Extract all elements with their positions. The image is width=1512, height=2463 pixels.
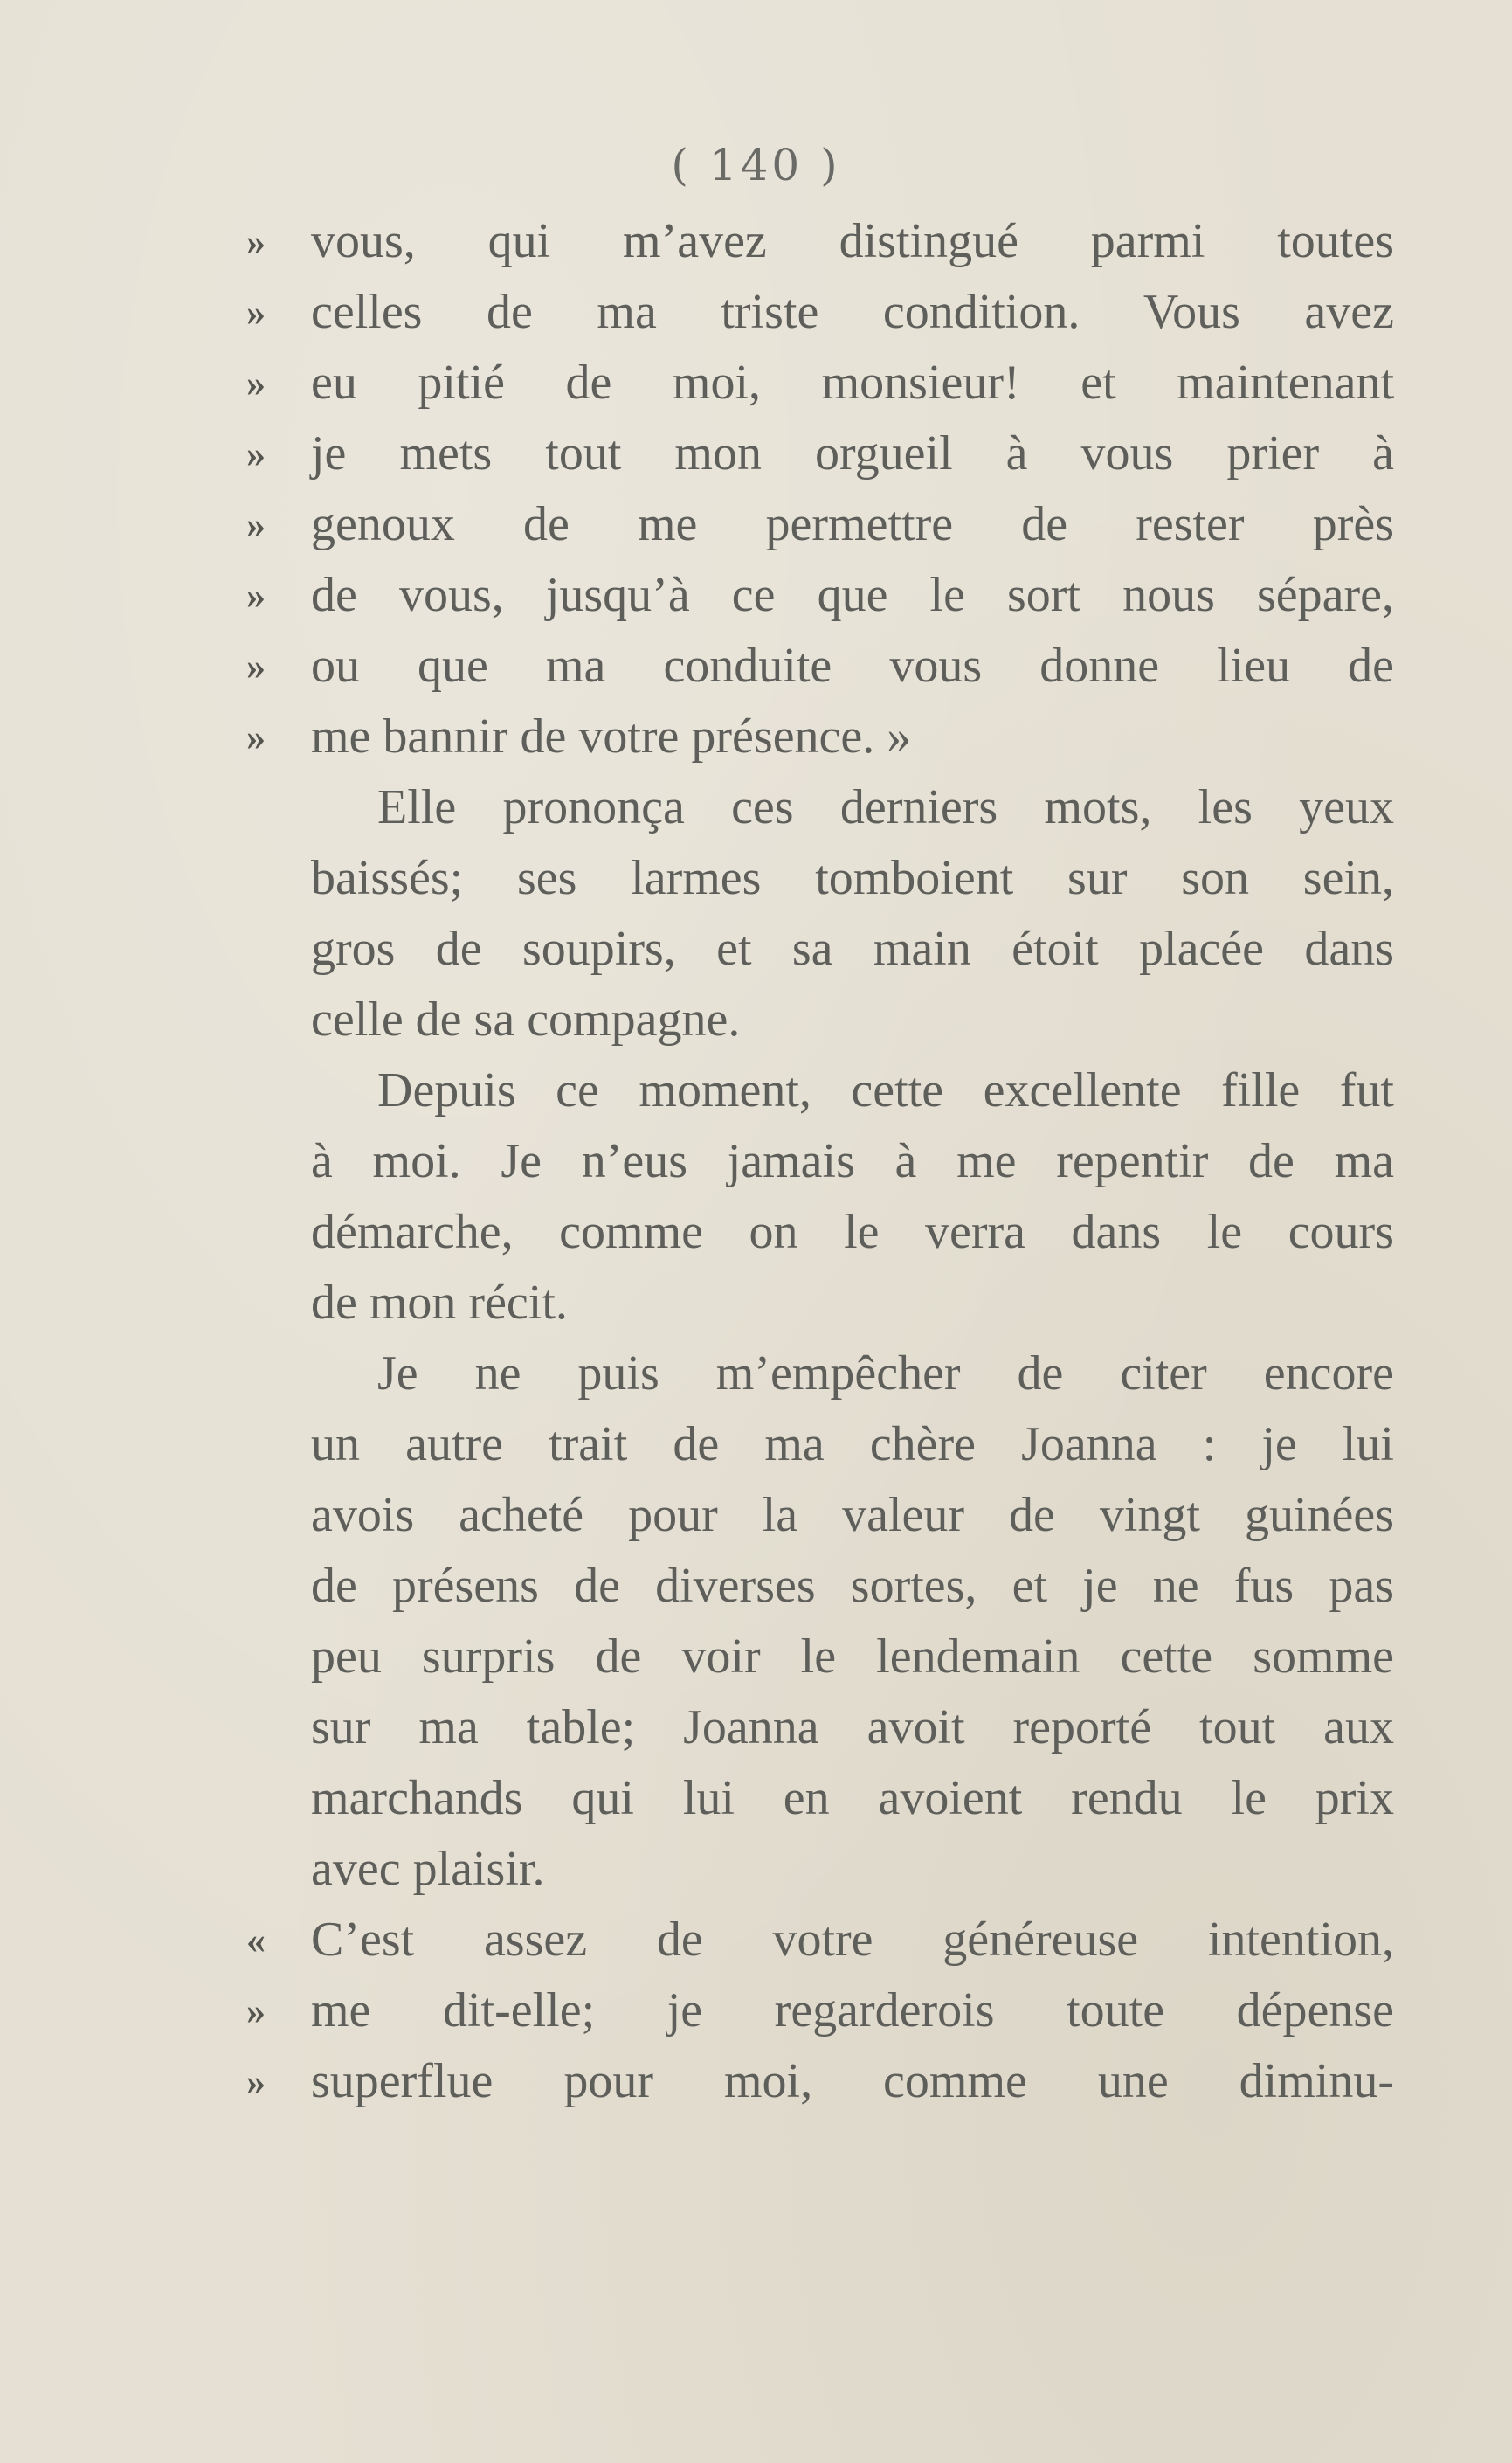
line-text: eu pitié de moi, monsieur! et maintenant (311, 356, 1394, 410)
quotation-mark: » (246, 432, 264, 475)
line-text: sur ma table; Joanna avoit reporté tout aux (311, 1700, 1394, 1754)
quotation-mark: » (246, 220, 264, 263)
text-line (246, 1905, 1394, 1975)
quotation-mark: » (246, 645, 264, 688)
text-line (246, 348, 1394, 419)
text-line (246, 631, 1394, 702)
page-number: ( 140 ) (671, 140, 841, 190)
line-text: peu surpris de voir le lendemain cette somme (311, 1629, 1394, 1684)
quotation-mark: » (246, 1989, 264, 2032)
line-text: C’est assez de votre généreuse intention, (311, 1913, 1394, 1967)
text-line (311, 1268, 1394, 1339)
text-line (246, 277, 1394, 348)
line-text: de vous, jusqu’à ce que le sort nous sépare, (311, 568, 1394, 622)
body-text (246, 206, 1394, 2117)
line-text: démarche, comme on le verra dans le cours (311, 1205, 1394, 1259)
quotation-mark: » (246, 716, 264, 758)
line-text: avois acheté pour la valeur de vingt guinées (311, 1488, 1394, 1542)
line-text: de présens de diverses sortes, et je ne fus pas (311, 1559, 1394, 1613)
quotation-mark: » (246, 2060, 264, 2103)
text-line (311, 1692, 1394, 1763)
text-line (311, 1834, 1394, 1905)
text-line (246, 560, 1394, 631)
quotation-mark: » (246, 503, 264, 546)
line-text: me dit-elle; je regarderois toute dépense (311, 1983, 1394, 2038)
text-line (246, 419, 1394, 489)
quotation-mark: » (246, 291, 264, 334)
text-line (311, 1197, 1394, 1268)
line-text: genoux de me permettre de rester près (311, 497, 1394, 551)
quotation-mark: » (246, 574, 264, 617)
quotation-mark: » (246, 362, 264, 405)
text-line (311, 985, 1394, 1055)
text-line (246, 206, 1394, 277)
line-text: celle de sa compagne. (311, 993, 741, 1047)
line-text: un autre trait de ma chère Joanna : je lui (311, 1417, 1394, 1471)
quotation-mark: « (246, 1919, 264, 1961)
text-line (311, 843, 1394, 914)
line-text: je mets tout mon orgueil à vous prier à (311, 426, 1394, 481)
line-text: marchands qui lui en avoient rendu le prix (311, 1771, 1394, 1825)
text-line (311, 914, 1394, 985)
line-text: de mon récit. (311, 1276, 568, 1330)
text-line (246, 1975, 1394, 2046)
text-line (311, 1763, 1394, 1834)
text-line (246, 489, 1394, 560)
line-text: baissés; ses larmes tomboient sur son sein, (311, 851, 1394, 905)
text-line (311, 1339, 1394, 1409)
text-line (311, 772, 1394, 843)
line-text: celles de ma triste condition. Vous avez (311, 285, 1394, 339)
text-line (311, 1409, 1394, 1480)
text-line (311, 1551, 1394, 1622)
text-line (311, 1622, 1394, 1692)
text-line (246, 702, 1394, 772)
line-text: vous, qui m’avez distingué parmi toutes (311, 214, 1394, 268)
text-line (311, 1055, 1394, 1126)
line-text: Elle prononça ces derniers mots, les yeux (377, 780, 1394, 834)
line-text: à moi. Je n’eus jamais à me repentir de ma (311, 1134, 1394, 1188)
text-line (311, 1480, 1394, 1551)
line-text: gros de soupirs, et sa main étoit placée dans (311, 922, 1394, 976)
text-line (311, 1126, 1394, 1197)
line-text: Depuis ce moment, cette excellente fille fut (377, 1063, 1394, 1117)
text-line (246, 2046, 1394, 2117)
line-text: superflue pour moi, comme une diminu- (311, 2054, 1394, 2108)
line-text: avec plaisir. (311, 1842, 545, 1896)
line-text: ou que ma conduite vous donne lieu de (311, 639, 1394, 693)
line-text: me bannir de votre présence. » (311, 709, 912, 764)
line-text: Je ne puis m’empêcher de citer encore (377, 1346, 1394, 1401)
